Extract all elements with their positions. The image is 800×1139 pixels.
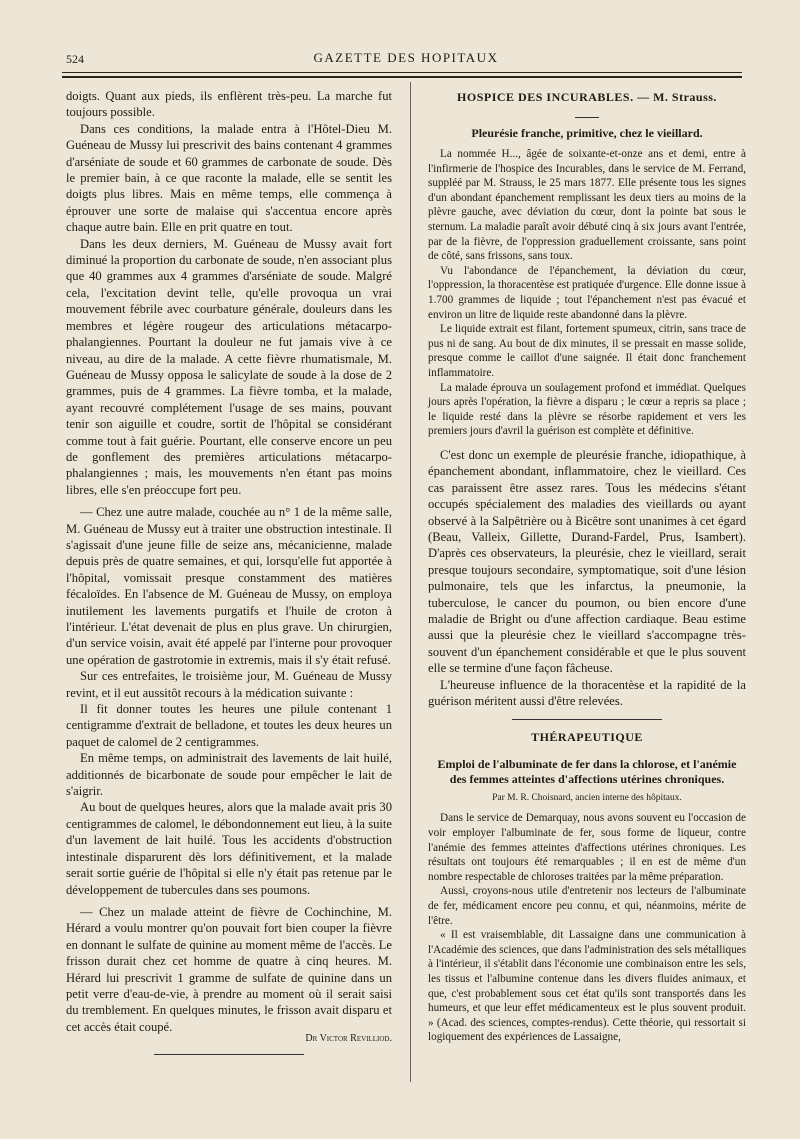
paragraph: doigts. Quant aux pieds, ils enflèrent très-peu. La marche fut toujours possible. bbox=[66, 89, 392, 120]
column-divider bbox=[410, 82, 411, 1082]
paragraph: Aussi, croyons-nous utile d'entretenir nos lecteurs de l'albuminate de fer, médicament encore peu connu, et qui, néanmoins, mérite de l'être. bbox=[428, 885, 746, 927]
section-separator bbox=[154, 1054, 304, 1055]
paragraph: Dans le service de Demarquay, nous avons souvent eu l'occasion de voir employer l'albuminate de fer, sous forme de liqueur, contre l'anémie des femmes atteintes d'affections utérines chroniques. Les résultats ont toujours été remarquables ; il en est de même d'un nombre respectable de chloroses traitées par la même préparation. bbox=[428, 812, 746, 883]
paragraph: Vu l'abondance de l'épanchement, la déviation du cœur, l'oppression, la thoracentèse est pratiquée d'urgence. Elle donne issue à 1.700 grammes de liquide ; tout l'épanchement n'est pas évacué et environ un litre de liquide reste abandonné dans la plèvre. bbox=[428, 264, 746, 321]
article-byline: Par M. R. Choisnard, ancien interne des hôpitaux. bbox=[492, 793, 682, 804]
header-rule-thin bbox=[62, 72, 742, 73]
running-title: GAZETTE DES HOPITAUX bbox=[313, 50, 499, 65]
paragraph: La nommée H..., âgée de soixante-et-onze ans et demi, entre à l'infirmerie de l'hospice des Incurables, dans le service de M. Ferrand, suppléé par M. Strauss, le 25 mars 1877. Elle présente tous les signes d'un abondant épanchement remplissant les deux tiers au moins de la plèvre gauche, avec déviation du cœur, dont la pointe bat sous le sternum. La maladie paraît avoir débuté cinq à six jours avant l'entrée, par de la fièvre, de l'oppression graduellement croissante, sans point de côté, sans frissons, sans toux. bbox=[428, 148, 746, 263]
section-title: THÉRAPEUTIQUE bbox=[531, 730, 643, 745]
paragraph: Le liquide extrait est filant, fortement spumeux, citrin, sans trace de pus ni de sang. Au bout de dix minutes, il se pressait en masse solide, presque comme le caillot d'une saignée. Il était donc franchement inflammatoire. bbox=[428, 323, 746, 379]
paragraph: Sur ces entrefaites, le troisième jour, M. Guéneau de Mussy revint, et il eut aussitôt recours à la médication suivante : bbox=[66, 669, 392, 700]
paragraph: Dans les deux derniers, M. Guéneau de Mussy avait fort diminué la proportion du carbonate de soude, n'en associant plus que 40 grammes aux 4 grammes d'arséniate de soude. Malgré cela, l'excitation devint telle, qu'elle provoqua un vrai mouvement fébrile avec courbature générale, douleurs dans les membres et légère rougeur des articulations métacarpo-phalangiennes. Pourtant la douleur ne fut jamais vive à ce niveau, au dire de la malade. A cette fièvre rhumatismale, M. Guéneau de Mussy opposa le salicylate de soude à la dose de 2 grammes, puis de 4 grammes. La fièvre tomba, et la malade, ayant recouvré complétement l'usage de ses mains, pouvant tenir son aiguille et coudre, sortit de l'hôpital se considérant comme tout à fait guérie. Pourtant, elle conserve encore un peu de gonflement des premières articulations métacarpo-phalangiennes ; mais, les mouvements n'en étant pas moins libres, elle s'en préoccupe fort peu. bbox=[66, 236, 392, 497]
left-column bbox=[66, 88, 392, 1065]
paragraph: L'heureuse influence de la thoracentèse et la rapidité de la guérison méritent aussi d'être relevées. bbox=[428, 677, 746, 708]
paragraph: Il fit donner toutes les heures une pilule contenant 1 centigramme d'extrait de belladone, et toutes les deux heures un paquet de calomel de 2 centigrammes. bbox=[66, 702, 392, 749]
page-header bbox=[66, 50, 746, 74]
subsection-title: Emploi de l'albuminate de fer dans la chlorose, et l'anémie des femmes atteintes d'affections utérines chroniques. bbox=[437, 757, 737, 787]
paragraph: Dans ces conditions, la malade entra à l'Hôtel-Dieu M. Guéneau de Mussy lui prescrivit des bains contenant 4 grammes d'arséniate de soude et 60 grammes de carbonate de soude. Dès le premier bain, à ce que raconte la malade, elle se sentit les doigts plus libres. Mais en même temps, elle commença à éprouver une sorte de malaise qui s'accentua encore après chaque autre bain. Elle en prit quatre en tout. bbox=[66, 121, 392, 235]
author-signature: Dr Victor Revilliod. bbox=[305, 1033, 392, 1045]
paragraph: Au bout de quelques heures, alors que la malade avait pris 30 centigrammes de calomel, le débondonnement eut lieu, à la suite d'un lavement de lait huilé. Tous les accidents d'obstruction intestinale disparurent dès lors définitivement, et la malade serait sortie guérie de l'hôpital si elle n'y était pas retenue par le développement de tubercules dans ses poumons. bbox=[66, 800, 392, 897]
title-rule bbox=[575, 117, 599, 118]
paragraph: La malade éprouva un soulagement profond et immédiat. Quelques jours après l'opération, la fièvre a disparu ; le cœur a repris sa place ; le liquide resté dans la plèvre se résorbe rapidement et vers les premiers jours d'avril la guérison est complète et définitive. bbox=[428, 381, 746, 438]
page-number: 524 bbox=[66, 52, 84, 66]
paragraph: C'est donc un exemple de pleurésie franche, idiopathique, à épanchement abondant, inflammatoire, chez le vieillard. Ces cas paraissent être assez rares. Tous les médecins s'étant occupés spécialement des maladies des vieillards ou ayant observé à la Salpêtrière ou à Bicêtre sont unanimes à cet égard (Beau, Valleix, Gillette, Durand-Fardel, Prus, Isambert). D'après ces observateurs, la pleurésie, chez le vieillard, serait presque toujours secondaire, symptomatique, soit d'une lésion pulmonaire, tels que les infarctus, la pneumonie, la tuberculose, le cancer du poumon, ou bien encore d'une maladie de Bright ou d'une affection cardiaque. Beau estime aussi que la pleurésie chez le vieillard s'accompagne très-souvent d'un épanchement considérable et que le plus souvent elle se termine d'une façon fâcheuse. bbox=[428, 447, 746, 676]
section-separator bbox=[512, 719, 662, 720]
right-column bbox=[428, 88, 746, 1045]
section-title: HOSPICE DES INCURABLES. — M. Strauss. bbox=[457, 90, 717, 104]
paragraph: — Chez une autre malade, couchée au n° 1 de la même salle, M. Guéneau de Mussy eut à traiter une obstruction intestinale. Il s'agissait d'une jeune fille de seize ans, mécanicienne, malade depuis près de quatre semaines, et qui, lorsqu'elle fut apportée à l'hôpital, vomissait presque constamment des matières fécaloïdes. En l'absence de M. Guéneau de Mussy, on employa inutilement les lavements purgatifs et l'huile de croton à l'intérieur. L'état devenait de plus en plus grave. Un chirurgien, d'un service voisin, avait été appelé par l'interne pour provoquer une opération de gastrotomie in extremis, mais il s'y était refusé. bbox=[66, 505, 392, 667]
paragraph: — Chez un malade atteint de fièvre de Cochinchine, M. Hérard a voulu montrer qu'on pouvait fort bien couper la fièvre en donnant le sulfate de quinine au moment même de l'accès. Le frisson durait chez cet homme de quatre à cinq heures. M. Hérard lui prescrivit 1 gramme de sulfate de quinine dans un petit verre d'eau-de-vie, à prendre au moment où il serait saisi du tremblement. En quelques minutes, le frisson avait disparu et cet accès était coupé. bbox=[66, 904, 392, 1034]
paragraph: « Il est vraisemblable, dit Lassaigne dans une communication à l'Académie des sciences, que dans l'administration des sels métalliques à l'intérieur, il s'établit dans l'économie une combinaison entre les sels, les tissus et l'albumine contenue dans les divers fluides animaux, et que, c'est probablement sous cet état qu'ils sont transportés dans les humeurs, et que leur effet médicamenteux est le plus souvent produit. » (Acad. des sciences, comptes-rendus). Cette théorie, qui ressortait si logiquement des expériences de Lassaigne, bbox=[428, 929, 746, 1044]
subsection-title: Pleurésie franche, primitive, chez le vieillard. bbox=[471, 126, 703, 140]
paragraph: En même temps, on administrait des lavements de lait huilé, additionnés de bicarbonate de soude pour empêcher le lait de s'aigrir. bbox=[66, 751, 392, 799]
header-rule-thick bbox=[62, 76, 742, 78]
